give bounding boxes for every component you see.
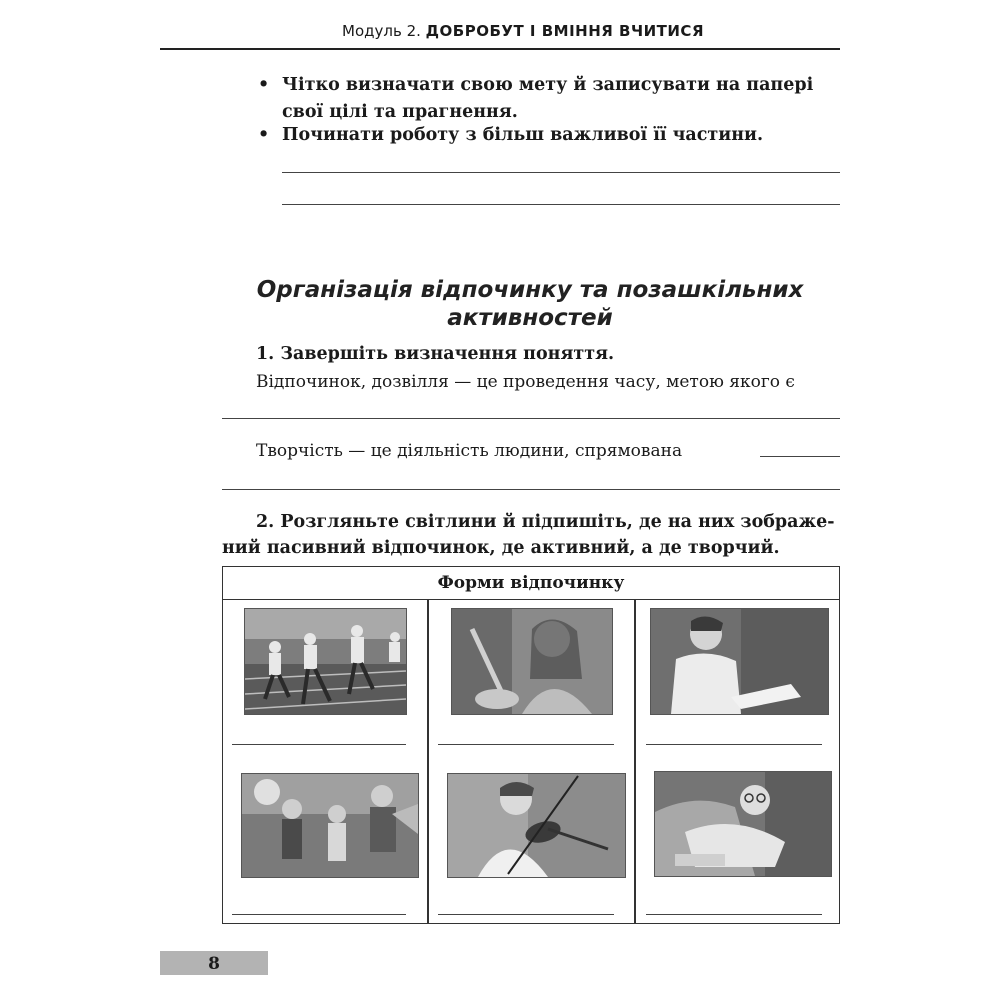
running-kids-icon xyxy=(245,609,406,714)
violin-boy-photo xyxy=(447,773,626,878)
page-number: 8 xyxy=(160,951,268,975)
boy-violin-icon xyxy=(448,774,625,877)
task-2-title-line-2: ний пасивний відпочинок, де активний, а де творчий. xyxy=(222,538,780,558)
definition-creativity: Творчість — це діяльність людини, спрямована xyxy=(256,441,683,461)
section-title-line-1: Організація відпочинку та позашкільних xyxy=(256,277,804,303)
page-header xyxy=(160,22,840,40)
answer-line[interactable] xyxy=(646,914,822,915)
writing-line[interactable] xyxy=(222,489,840,490)
section-title-line-2: активностей xyxy=(447,305,613,331)
tip-item xyxy=(258,72,848,126)
bullet-icon: • xyxy=(258,75,270,95)
playing-children-photo xyxy=(241,773,419,878)
table-header: Форми відпочинку xyxy=(222,566,840,600)
header-divider xyxy=(160,48,840,50)
reading-boy-photo xyxy=(650,608,829,715)
answer-line[interactable] xyxy=(646,744,822,745)
answer-line[interactable] xyxy=(438,914,614,915)
answer-line[interactable] xyxy=(232,744,406,745)
tip-item xyxy=(258,122,848,149)
boy-resting-icon xyxy=(655,772,831,876)
boy-reading-icon xyxy=(651,609,828,714)
task-2-title-line-1: 2. Розгляньте світлини й підпишіть, де на них зображе- xyxy=(256,512,835,532)
girl-painting-icon xyxy=(452,609,612,714)
column-divider xyxy=(427,600,429,924)
resting-boy-photo xyxy=(654,771,832,877)
column-divider xyxy=(634,600,636,924)
kids-playing-icon xyxy=(242,774,418,877)
running-children-photo xyxy=(244,608,407,715)
answer-line[interactable] xyxy=(438,744,614,745)
painting-girl-photo xyxy=(451,608,613,715)
tip-text: Чітко визначати свою мету й записувати на папері свої цілі та прагнення. xyxy=(282,75,814,122)
module-title: ДОБРОБУТ І ВМІННЯ ВЧИТИСЯ xyxy=(425,22,704,40)
definition-leisure: Відпочинок, дозвілля — це проведення часу, метою якого є xyxy=(256,372,795,392)
writing-line[interactable] xyxy=(760,456,840,457)
bullet-icon: • xyxy=(258,125,270,145)
answer-line[interactable] xyxy=(232,914,406,915)
module-prefix: Модуль 2. xyxy=(342,22,421,40)
writing-line[interactable] xyxy=(282,204,840,205)
writing-line[interactable] xyxy=(222,418,840,419)
tip-text: Починати роботу з більш важливої її частини. xyxy=(282,125,764,145)
task-1-title: 1. Завершіть визначення поняття. xyxy=(256,344,615,364)
writing-line[interactable] xyxy=(282,172,840,173)
